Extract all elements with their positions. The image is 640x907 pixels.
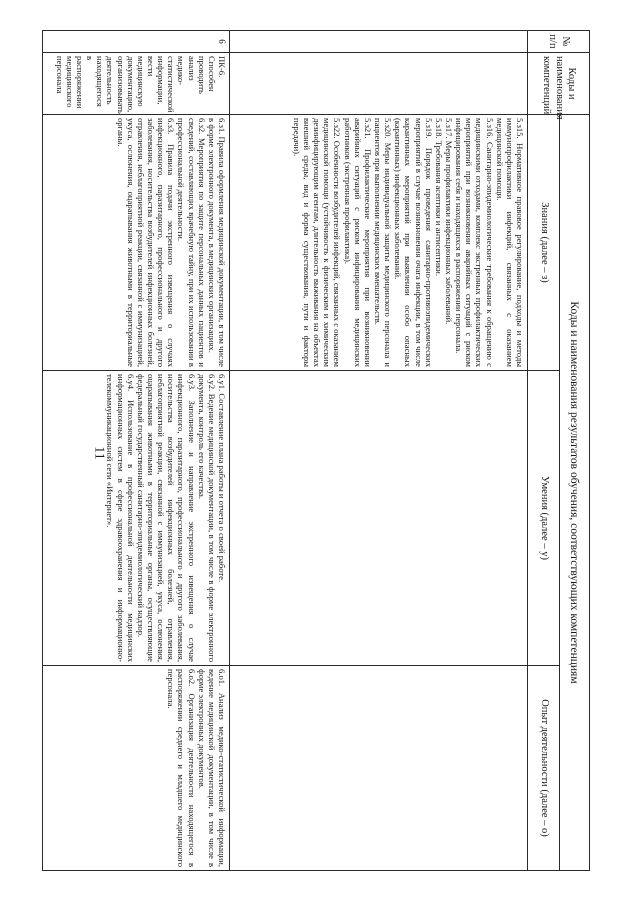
knowledge-item: 5.з18. Требования асептики и антисептики.: [433, 118, 444, 277]
knowledge-item: 5.з15. Нормативное правовое регулирование, подходы и методы иммунопрофилактики инфекций, связанных с оказанием медицинской помощи.: [494, 118, 525, 367]
cont-codes-cell: [230, 53, 528, 115]
competency-table: [42, 30, 590, 871]
experience-item: 6.о1. Анализ медико-статистической информации, ведение медицинской документации, в том числе в форме электронных документов.: [196, 669, 227, 868]
table-row-continuation: [230, 31, 528, 871]
experience-item: 6.о2. Организация деятельности находящегося в распоряжении среднего и младшего медицинского персонала.: [166, 669, 197, 868]
cont-num-cell: [230, 31, 528, 53]
header-codes: Коды и наименования компетенций: [528, 53, 590, 115]
knowledge-item: 5.з20. Меры индивидуальной защиты медицинского персонала и пациентов при выполнении медицинских вмешательств.: [373, 118, 394, 367]
rotated-table-wrapper: [42, 30, 590, 870]
skill-item: 6.у2. Ведение медицинской документации, в том числе в форме электронного документа, контроль его качества.: [196, 374, 217, 662]
header-experience: Опыт деятельности (далее – о): [528, 666, 560, 871]
knowledge-item: 5.з19. Порядок проведения санитарно-противоэпидемических мероприятий в случае возникновения очага инфекции, в том числе карантинных мероприятий при выявлении особо опасных (карантинных) инфекционных заболеваний.: [393, 118, 434, 367]
knowledge-item: 6.з1. Правила оформления медицинской документации, в том числе в форме электронного документа, в медицинских организациях.: [206, 118, 227, 367]
header-num: № п/п: [528, 31, 590, 53]
competency-cell: ПК-6. Способен проводить анализ медико-статистической информации, вести медицинскую документацию, организовывать деятельность находящегося в распоряжении медицинского персонала: [43, 53, 230, 115]
skill-item: 6.у4. Использование в профессиональной деятельности медицинских информационных систем в сфере здравоохранения и информационно-телекоммуникационной сети «Интернет».: [105, 374, 136, 662]
cont-skills-cell: [230, 371, 528, 666]
header-skills: Умения (далее – у): [528, 371, 560, 666]
knowledge-item: 6.з2. Мероприятия по защите персональных данных пациентов и сведений, составляющих врачебную тайну, при их использовании в профессиональной деятельности.: [176, 118, 207, 367]
header-group-title: Коды и наименования результатов обучения, соответствующих компетенциям: [560, 115, 590, 871]
knowledge-item: 5.з17. Меры профилактики инфекционных заболеваний.: [444, 118, 455, 325]
skills-cell: [43, 371, 230, 666]
row-num: 6: [43, 31, 230, 53]
experience-cell: [43, 666, 230, 871]
cont-experience-cell: [230, 666, 528, 871]
skill-item: 6.у3. Заполнение и направление экстренного извещения о случае инфекционного, паразитарного, профессионального и другого заболевания, носительства возбудителей инфекционных болезней, отравления, неблагоприятной реакции, связанной с иммунизацией, укуса, ослюнения, оцарапывания животными в территориальные органы, осуществляющие федеральный государственный санитарно-эпидемиологический надзор.: [135, 374, 197, 662]
cont-knowledge-cell: [230, 115, 528, 371]
knowledge-cell: [43, 115, 230, 371]
skill-item: 6.у1. Составление плана работы и отчета о своей работе.: [217, 374, 227, 583]
table-row-pk6: [43, 31, 230, 871]
header-knowledge: Знания (далее – з): [528, 115, 560, 371]
knowledge-item: 5.з22. Особенности возбудителей инфекций, связанных с оказанием медицинской помощи (устойчивость к физическим и химическим дезинфицирующим агентам, длительность выживания на объектах внешней среды, вид и форма существования, пути и факторы передачи).: [291, 118, 343, 367]
knowledge-item: 5.з16. Санитарно-эпидемиологические требования к обращению с медицинскими отходами, комплекс экстренных профилактических мероприятий при возникновении аварийных ситуаций с риском инфицирования себя и находящихся в распоряжении персонала.: [454, 118, 495, 367]
knowledge-item: 5.з21. Профилактические мероприятия при возникновении аварийных ситуаций с риском инфицирования медицинских работников (экстренная профилактика).: [342, 118, 373, 367]
page-number: 11: [91, 446, 107, 460]
knowledge-item: 6.з3. Правила подачи экстренного извещения о случаях инфекционного, паразитарного, профессионального и другого заболевания, носительства возбудителей инфекционных болезней, отравления, неблагоприятной реакции, связанной с иммунизацией, укуса, ослюнения, оцарапывания животными в территориальные органы.: [115, 118, 177, 367]
